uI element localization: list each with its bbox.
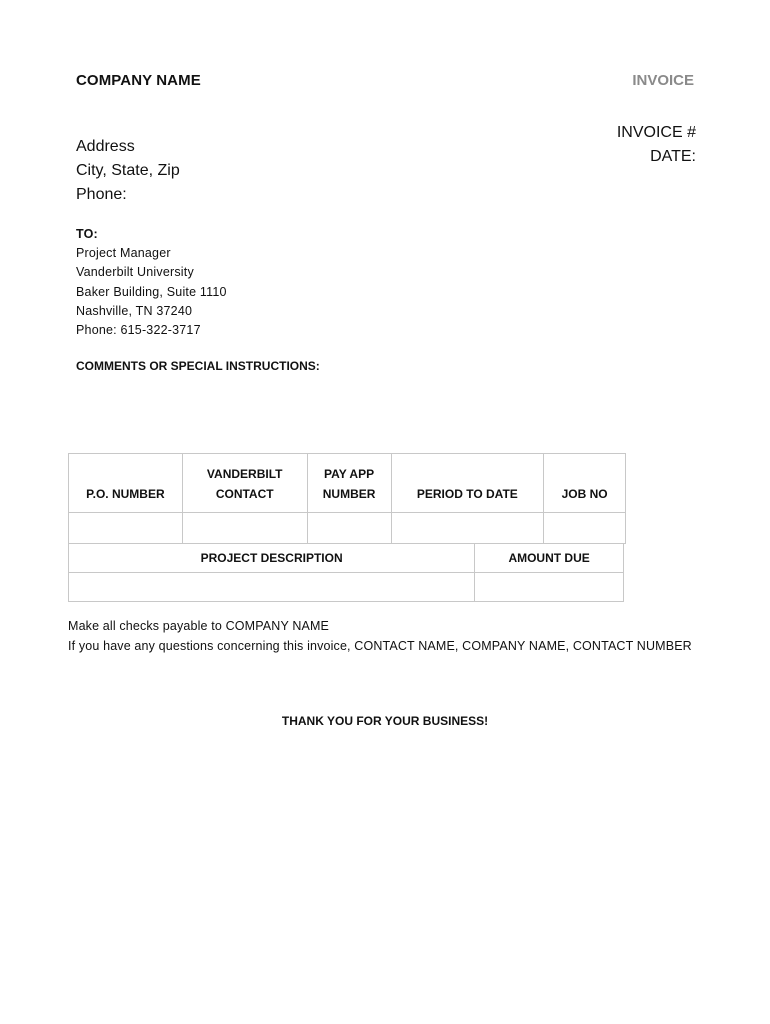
company-city-state-zip: City, State, Zip xyxy=(76,162,180,179)
invoice-title: INVOICE xyxy=(632,72,694,89)
vanderbilt-contact-cell[interactable] xyxy=(182,513,307,544)
bill-to-line: Phone: 615-322-3717 xyxy=(76,323,201,338)
payment-notes xyxy=(68,617,692,656)
po-number-cell[interactable] xyxy=(69,513,183,544)
po-table-header-row xyxy=(69,454,626,513)
company-address-block xyxy=(76,135,180,207)
job-no-header: JOB NO xyxy=(544,454,626,513)
project-description-header: PROJECT DESCRIPTION xyxy=(69,544,475,573)
period-to-date-header: PERIOD TO DATE xyxy=(391,454,544,513)
bill-to-line: Project Manager xyxy=(76,246,171,261)
bill-to-line: Nashville, TN 37240 xyxy=(76,303,193,318)
po-details-table xyxy=(68,453,626,544)
bill-to-label: TO: xyxy=(76,227,98,241)
po-number-header: P.O. NUMBER xyxy=(69,454,183,513)
questions-contact-note: If you have any questions concerning this invoice, CONTACT NAME, COMPANY NAME, CONTACT NUMBER xyxy=(68,638,692,653)
po-table-row xyxy=(69,513,626,544)
description-table-row xyxy=(69,573,624,602)
vanderbilt-contact-header: VANDERBILT CONTACT xyxy=(182,454,307,513)
comments-label: COMMENTS OR SPECIAL INSTRUCTIONS: xyxy=(76,359,320,373)
checks-payable-note: Make all checks payable to COMPANY NAME xyxy=(68,619,330,633)
bill-to-block xyxy=(76,225,227,340)
company-name: COMPANY NAME xyxy=(76,72,201,89)
job-no-cell[interactable] xyxy=(544,513,626,544)
pay-app-number-header: PAY APP NUMBER xyxy=(307,454,391,513)
description-table-header-row xyxy=(69,544,624,573)
amount-due-cell[interactable] xyxy=(475,573,624,602)
pay-app-number-cell[interactable] xyxy=(307,513,391,544)
invoice-meta-block xyxy=(617,121,696,169)
period-to-date-cell[interactable] xyxy=(391,513,544,544)
bill-to-line: Baker Building, Suite 1110 xyxy=(76,284,227,299)
project-description-cell[interactable] xyxy=(69,573,475,602)
amount-due-header: AMOUNT DUE xyxy=(475,544,624,573)
project-description-table xyxy=(68,543,624,602)
thank-you-message: THANK YOU FOR YOUR BUSINESS! xyxy=(281,714,489,728)
bill-to-line: Vanderbilt University xyxy=(76,265,194,280)
company-address-line: Address xyxy=(76,138,135,155)
invoice-date-label: DATE: xyxy=(650,148,696,165)
invoice-number-label: INVOICE # xyxy=(616,124,696,141)
company-phone: Phone: xyxy=(76,186,127,203)
